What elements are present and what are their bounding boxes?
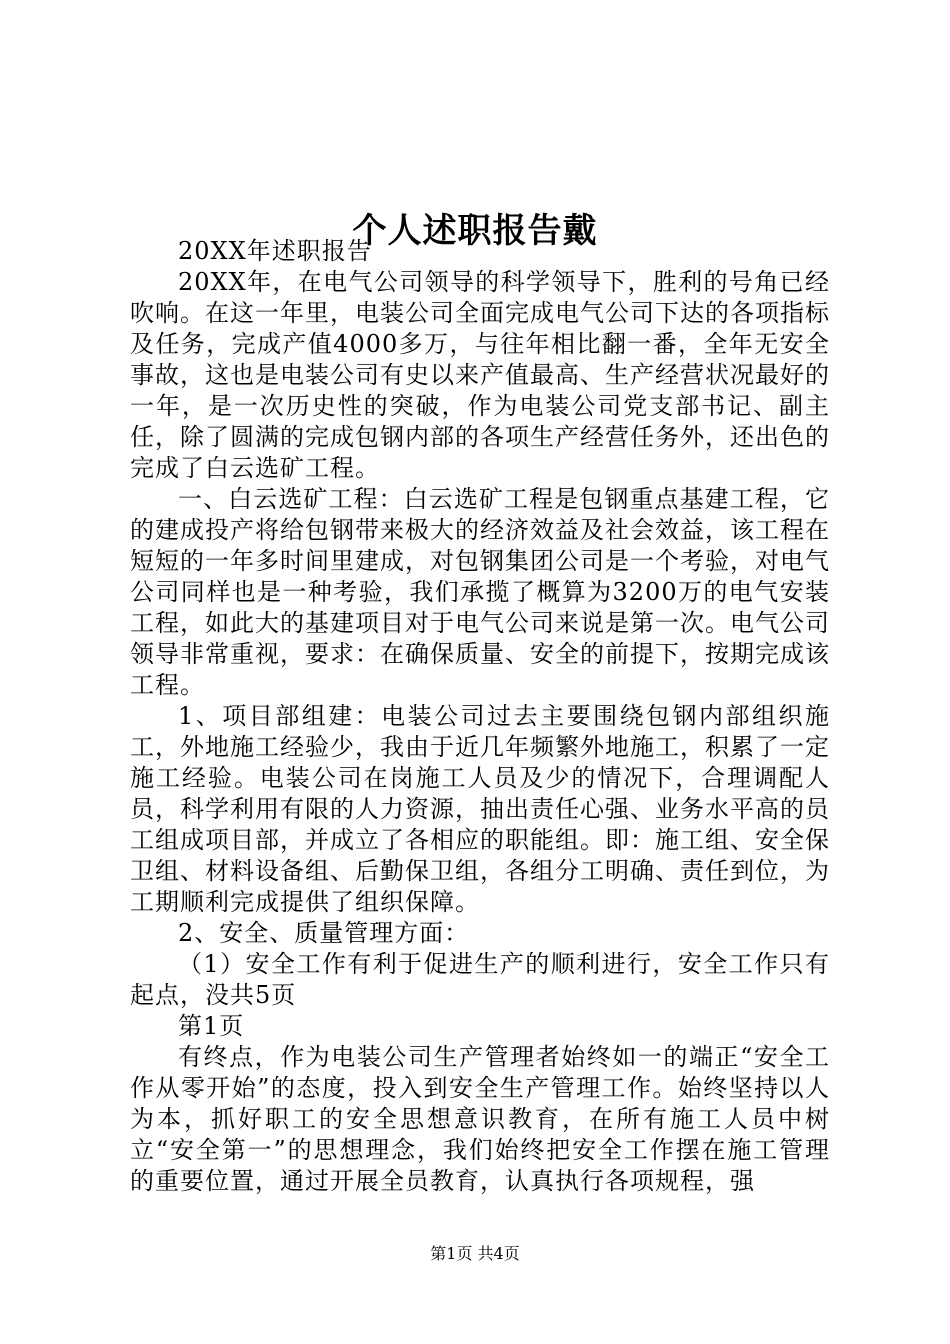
- section-1-paragraph: 一、白云选矿工程：白云选矿工程是包钢重点基建工程，它的建成投产将给包钢带来极大的经济效益及社会效益，该工程在短短的一年多时间里建成，对包钢集团公司是一个考验，对电气公司同样也是一种考验，我们承揽了概算为3200万的电气安装工程，如此大的基建项目对于电气公司来说是第一次。电气公司领导非常重视，要求：在确保质量、安全的前提下，按期完成该工程。: [130, 485, 830, 699]
- project-team-paragraph: 1、项目部组建：电装公司过去主要围绕包钢内部组织施工，外地施工经验少，我由于近几年频繁外地施工，积累了一定施工经验。电装公司在岗施工人员及少的情况下，合理调配人员，科学利用有限的人力资源，抽出责任心强、业务水平高的员工组成项目部，并成立了各相应的职能组。即：施工组、安全保卫组、材料设备组、后勤保卫组，各组分工明确、责任到位，为工期顺利完成提供了组织保障。: [130, 702, 830, 916]
- safety-quality-heading-paragraph: 2、安全、质量管理方面：: [178, 919, 470, 947]
- document-body: [130, 236, 830, 1197]
- inline-page-marker-paragraph: 第1页: [178, 1012, 245, 1040]
- safety-work-paragraph: （1）安全工作有利于促进生产的顺利进行，安全工作只有起点，没共5页: [130, 950, 830, 1009]
- intro-paragraph: 20XX年，在电气公司领导的科学领导下，胜利的号角已经吹响。在这一年里，电装公司全面完成电气公司下达的各项指标及任务，完成产值4000多万，与往年相比翻一番，全年无安全事故，这也是电装公司有史以来产值最高、生产经营状况最好的一年，是一次历史性的突破，作为电装公司党支部书记、副主任，除了圆满的完成包钢内部的各项生产经营任务外，还出色的完成了白云选矿工程。: [130, 268, 830, 482]
- safety-continuation-paragraph: 有终点，作为电装公司生产管理者始终如一的端正“安全工作从零开始”的态度，投入到安全生产管理工作。始终坚持以人为本，抓好职工的安全思想意识教育，在所有施工人员中树立“安全第一”的思想理念，我们始终把安全工作摆在施工管理的重要位置，通过开展全员教育，认真执行各项规程，强: [130, 1043, 830, 1195]
- document-title: 个人述职报告戴: [352, 210, 598, 251]
- page-footer: 第1页 共4页: [430, 1244, 520, 1263]
- report-subtitle-paragraph: 20XX年述职报告: [178, 237, 372, 265]
